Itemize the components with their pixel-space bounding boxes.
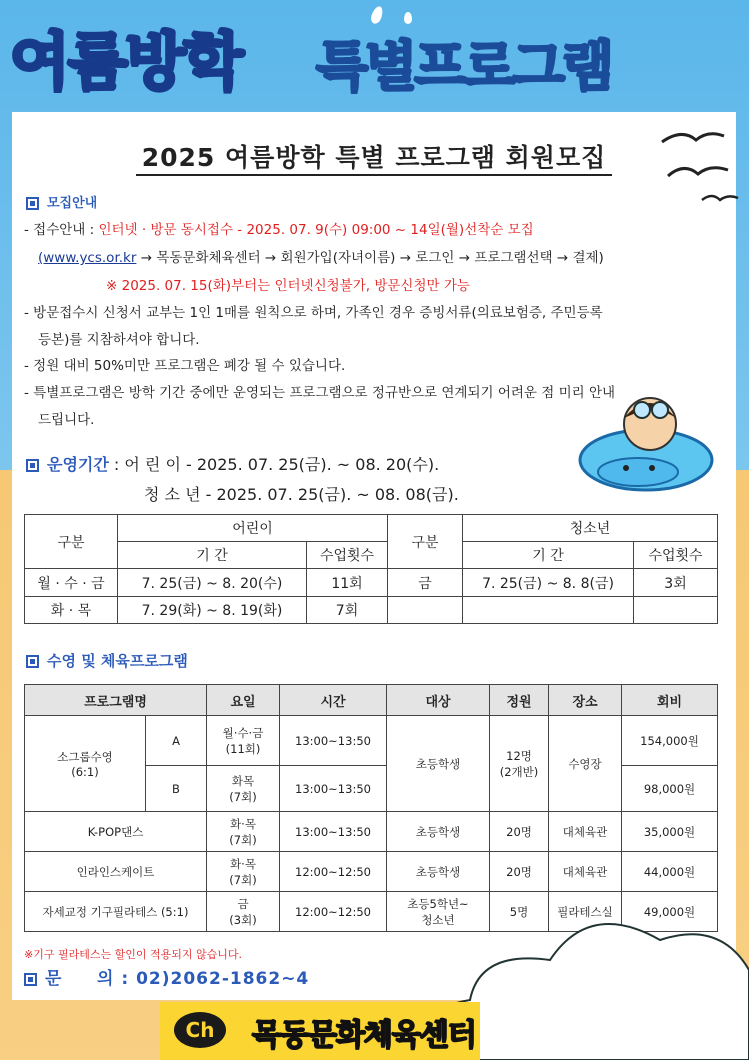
website-link[interactable]: (www.ycs.or.kr bbox=[38, 250, 137, 266]
table-row: 인라인스케이트 화·목 (7회) 12:00~12:50 초등학생 20명 대체육관 44,000원 bbox=[25, 852, 718, 892]
header-count: 수업횟수 bbox=[307, 542, 388, 569]
header-period: 기 간 bbox=[463, 542, 634, 569]
table-row: 소그룹수영 (6:1) A 월·수·금 (11회) 13:00~13:50 초등학생 12명 (2개반) 수영장 154,000원 bbox=[25, 716, 718, 766]
pilates-note: ※기구 필라테스는 할인이 적용되지 않습니다. bbox=[24, 948, 242, 961]
table-row: B 화목 (7회) 13:00~13:50 98,000원 bbox=[25, 766, 718, 812]
splash-drop-icon bbox=[404, 12, 412, 24]
table-row: 월 · 수 · 금 7. 25(금) ~ 8. 20(수) 11회 금 7. 25(금) ~ 8. 8(금) 3회 bbox=[25, 569, 718, 597]
phone-number[interactable]: 02)2062-1862~4 bbox=[136, 969, 310, 989]
period-youth: 청 소 년 - 2025. 07. 25(금). ~ 08. 08(금). bbox=[144, 485, 459, 504]
center-logo: Ch bbox=[174, 1012, 226, 1048]
header-children: 어린이 bbox=[118, 515, 388, 542]
guide-line: 등본)를 지참하셔야 합니다. bbox=[38, 332, 200, 348]
swimming-boy-icon bbox=[568, 382, 718, 502]
table-row: K-POP댄스 화·목 (7회) 13:00~13:50 초등학생 20명 대체육관 35,000원 bbox=[25, 812, 718, 852]
header-youth: 청소년 bbox=[463, 515, 718, 542]
guide-notice: ※ 2025. 07. 15(화)부터는 인터넷신청불가, 방문신청만 가능 bbox=[106, 278, 470, 294]
guide-line: - 방문접수시 신청서 교부는 1인 1매를 원칙으로 하며, 가족인 경우 증빙서류(의료보험증, 주민등록 bbox=[24, 305, 603, 321]
footer bbox=[160, 1002, 480, 1060]
table-row: 자세교정 기구필라테스 (5:1) 금 (3회) 12:00~12:50 초등5학년~ 청소년 5명 필라테스실 49,000원 bbox=[25, 892, 718, 932]
table-row: 화 · 목 7. 29(화) ~ 8. 19(화) 7회 bbox=[25, 597, 718, 624]
header-div: 구분 bbox=[388, 515, 463, 569]
banner-title-summer: 여름방학 bbox=[10, 25, 242, 98]
table-header-row: 프로그램명 요일 시간 대상 정원 장소 회비 bbox=[25, 685, 718, 716]
schedule-table bbox=[24, 514, 718, 624]
header-count: 수업횟수 bbox=[634, 542, 718, 569]
guide-line: - 접수안내 : 인터넷 · 방문 동시접수 - 2025. 07. 9(수) 09:00 ~ 14일(월)선착순 모집 bbox=[24, 222, 534, 238]
guide-heading: 모집안내 bbox=[26, 192, 97, 211]
guide-line: - 특별프로그램은 방학 기간 중에만 운영되는 프로그램으로 정규반으로 연계되기 어려운 점 미리 안내 bbox=[24, 385, 616, 401]
page-title: 2025 여름방학 특별 프로그램 회원모집 bbox=[12, 138, 736, 174]
header-period: 기 간 bbox=[118, 542, 307, 569]
seagull-icon bbox=[652, 122, 742, 212]
programs-heading: 수영 및 체육프로그램 bbox=[26, 650, 188, 671]
guide-line: 드립니다. bbox=[38, 412, 95, 428]
banner-title-special: 특별프로그램 bbox=[316, 35, 611, 98]
period-heading: 운영기간 : 어 린 이 - 2025. 07. 25(금). ~ 08. 20(수). bbox=[26, 452, 439, 475]
splash-drop-icon bbox=[369, 5, 385, 25]
organization-name: 목동문화체육센터 bbox=[252, 1018, 476, 1053]
banner bbox=[0, 0, 749, 112]
guide-line: - 정원 대비 50%미만 프로그램은 폐강 될 수 있습니다. bbox=[24, 358, 346, 374]
guide-line: (www.ycs.or.kr → 목동문화체육센터 → 회원가입(자녀이름) → 로그인 → 프로그램선택 → 결제) bbox=[38, 250, 604, 266]
header-div: 구분 bbox=[25, 515, 118, 569]
inquiry: 문 의 : 02)2062-1862~4 bbox=[24, 964, 309, 989]
notice-sheet bbox=[12, 112, 736, 1000]
